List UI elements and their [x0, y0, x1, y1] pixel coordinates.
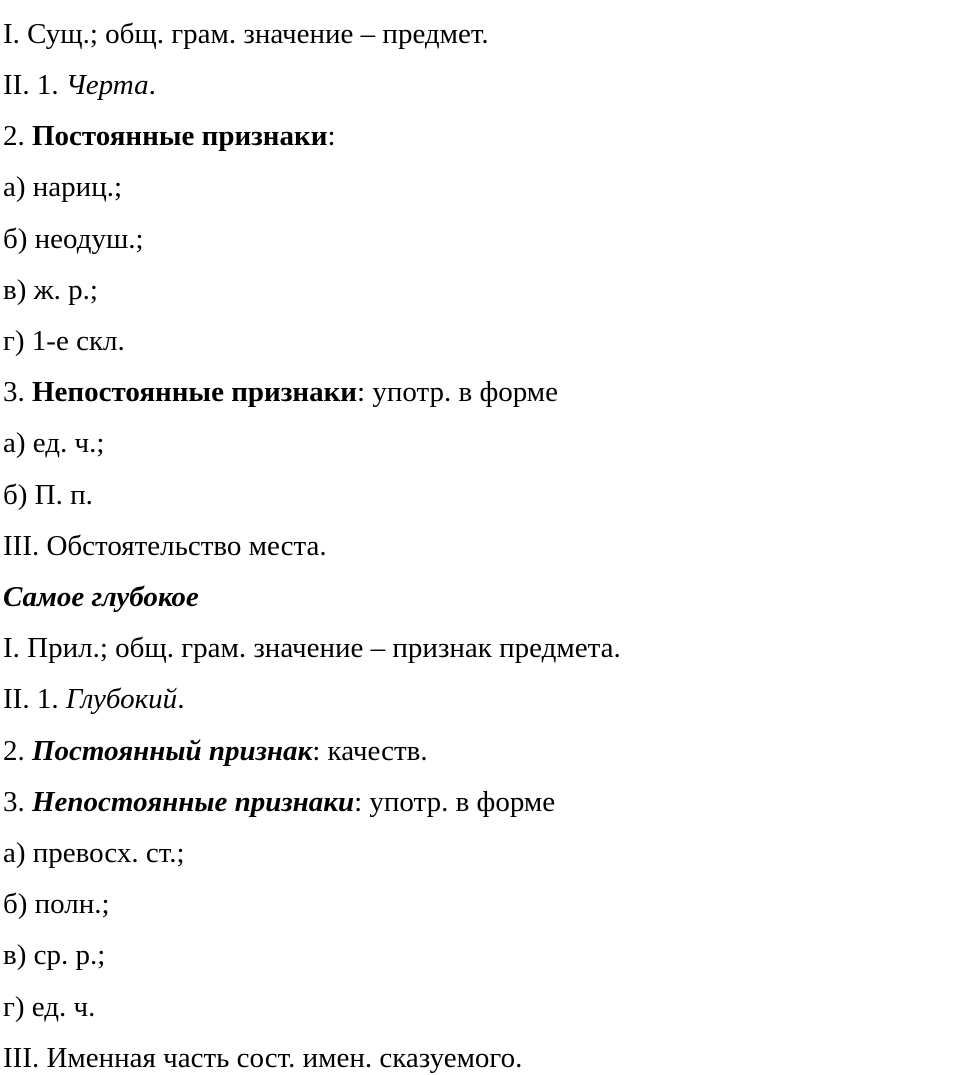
text-run: III. Именная часть сост. имен. сказуемого.: [3, 1042, 523, 1074]
line-noun-feature-b: [3, 222, 144, 256]
text-run: .: [177, 683, 185, 715]
text-run-bold-italic: Постоянный признак: [32, 735, 313, 767]
text-run: б) полн.;: [3, 888, 110, 920]
text-run: 3.: [3, 376, 32, 408]
line-noun-feature-a: [3, 170, 122, 204]
text-run-bold-italic: Самое глубокое: [3, 581, 199, 613]
section-heading: [3, 580, 199, 614]
text-run: II. 1.: [3, 69, 66, 101]
line-adj-variable-features: [3, 785, 555, 819]
text-run: б) П. п.: [3, 479, 93, 511]
line-noun-constant-features: [3, 119, 336, 153]
line-noun-variable-b: [3, 478, 93, 512]
line-noun-feature-d: [3, 324, 125, 358]
line-adj-constant-feature: [3, 734, 428, 768]
line-adj-variable-c: [3, 938, 105, 972]
line-noun-part-of-speech: [3, 17, 489, 51]
text-run: 2.: [3, 120, 32, 152]
text-run: I. Сущ.; общ. грам. значение – предмет.: [3, 18, 489, 50]
text-run-bold: Непостоянные признаки: [32, 376, 358, 408]
line-adj-variable-b: [3, 887, 110, 921]
text-run-bold-italic: Непостоянные признаки: [32, 786, 355, 818]
text-run: I. Прил.; общ. грам. значение – признак предмета.: [3, 632, 621, 664]
line-noun-variable-a: [3, 426, 104, 460]
text-run: г) 1-е скл.: [3, 325, 125, 357]
text-run: : употр. в форме: [354, 786, 556, 818]
text-run: :: [327, 120, 336, 152]
text-run-bold: Постоянные признаки: [32, 120, 328, 152]
text-run: а) нариц.;: [3, 171, 123, 203]
text-run: .: [148, 69, 156, 101]
text-run: в) ж. р.;: [3, 274, 98, 306]
text-run: в) ср. р.;: [3, 939, 106, 971]
text-run: 2.: [3, 735, 32, 767]
text-run: II. 1.: [3, 683, 66, 715]
text-run-italic: Глубокий: [65, 683, 178, 715]
text-run: г) ед. ч.: [3, 991, 96, 1023]
line-noun-feature-c: [3, 273, 98, 307]
text-run: а) ед. ч.;: [3, 427, 105, 459]
line-noun-initial-form: [3, 68, 156, 102]
line-noun-syntactic-role: [3, 529, 327, 563]
line-adj-part-of-speech: [3, 631, 621, 665]
text-run: а) превосх. ст.;: [3, 837, 185, 869]
text-run: : употр. в форме: [357, 376, 559, 408]
text-run: : качеств.: [312, 735, 428, 767]
line-adj-initial-form: [3, 682, 184, 716]
line-adj-variable-d: [3, 990, 95, 1024]
text-run: 3.: [3, 786, 32, 818]
line-adj-variable-a: [3, 836, 185, 870]
line-adj-syntactic-role: [3, 1041, 522, 1075]
text-run-italic: Черта: [65, 69, 149, 101]
line-noun-variable-features: [3, 375, 558, 409]
text-run: III. Обстоятельство места.: [3, 530, 327, 562]
text-run: б) неодуш.;: [3, 223, 144, 255]
